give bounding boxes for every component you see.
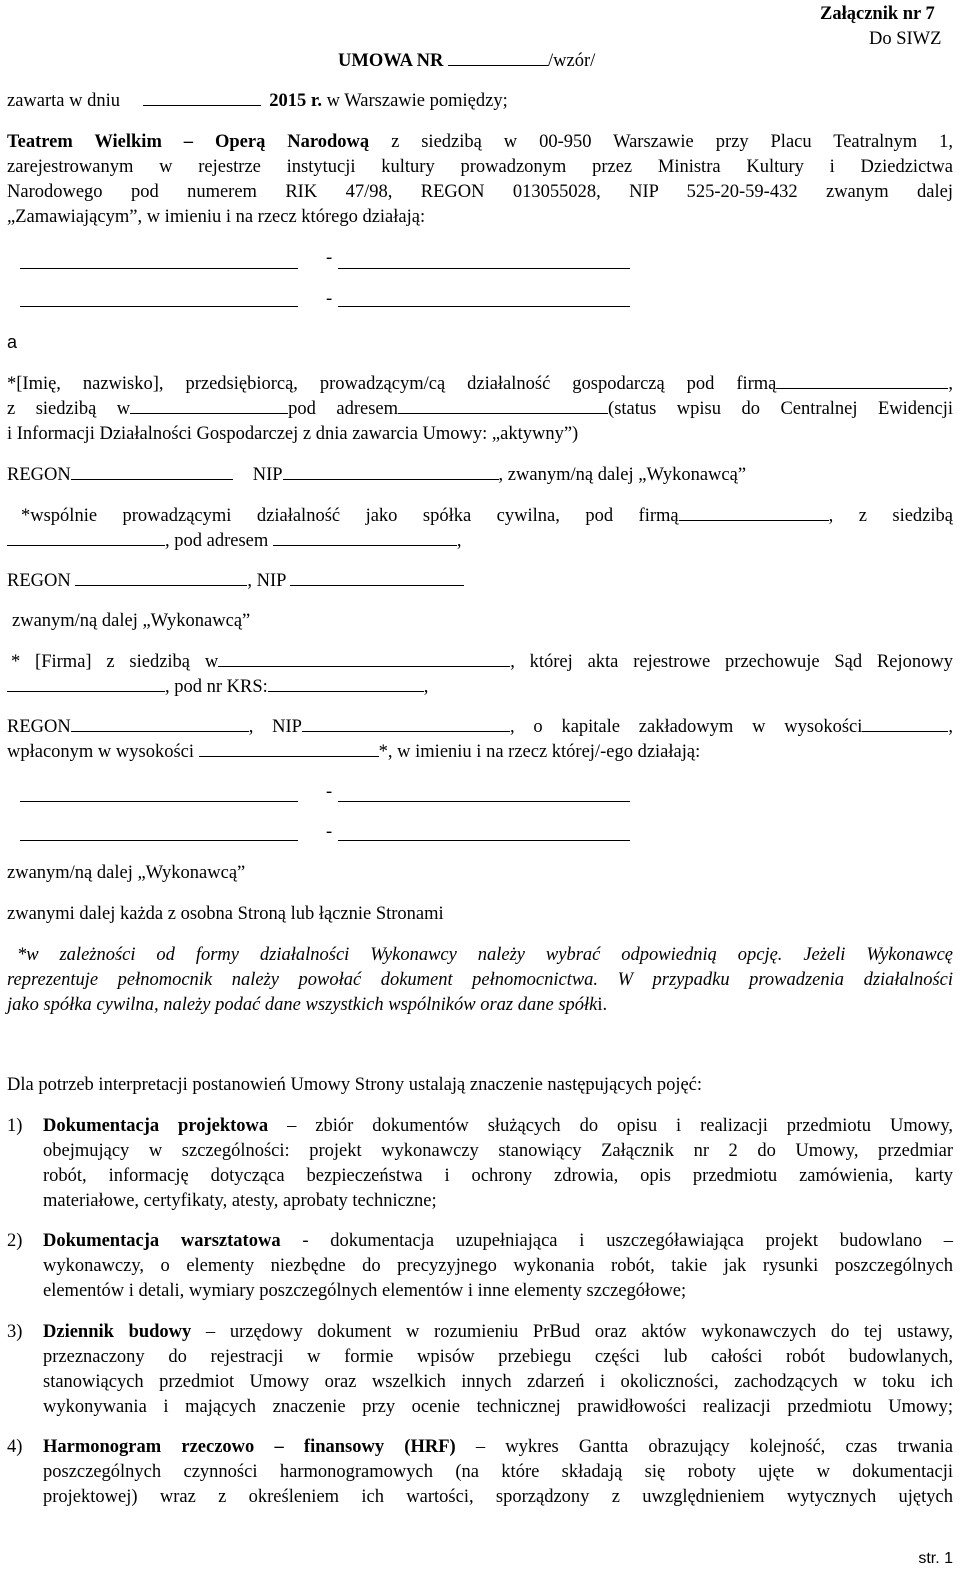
contractor-dash-2: - [326,822,333,842]
nip-label: NIP [252,465,283,485]
signatory-name-line-2[interactable] [20,306,298,307]
contract-title-prefix: UMOWA NR [338,51,444,71]
definition-item-1 [7,1114,953,1214]
option-1-line-1 [7,372,953,397]
option-3-comma: , [423,677,429,697]
intro-line-1 [7,130,953,155]
court-blank[interactable] [7,675,165,692]
krs-blank[interactable] [268,675,424,692]
date-blank[interactable] [143,89,261,106]
definition-line: projektowej) wraz z określeniem ich wartości, sporządzony z uwzględnieniem wytycznych ujętych [43,1487,953,1507]
option-3 [7,650,953,675]
definition-item-4 [7,1435,953,1510]
definition-item-2 [7,1229,953,1304]
definition-text: – urzędowy dokument w rozumieniu PrBud oraz aktów wykonawczych do tej ustawy, [191,1322,953,1342]
capital-blank-group [862,717,953,737]
sc-regon-blank[interactable] [75,569,247,586]
contractor-role-line-1[interactable] [338,801,630,802]
sc-firm-blank[interactable] [679,504,829,521]
option-2-line-2 [7,529,462,554]
company-regon-label: REGON [7,717,71,737]
capital-label: , o kapitale zakładowym w wysokości [509,717,863,737]
option-2 [7,504,953,529]
parties-line: zwanymi dalej każda z osobna Stroną lub łącznie Stronami [7,904,444,924]
option-1-status-text: (status wpisu do Centralnej Ewidencji [608,399,954,419]
definition-number: 2) [7,1231,23,1251]
option-1-address-group [398,399,953,419]
definition-text: – zbiór dokumentów służących do opisu i realizacji przedmiotu Umowy, [268,1116,953,1136]
note-line-2: reprezentuje pełnomocnik należy powołać dokument pełnomocnictwa. W przypadku prowadzenia działalności [7,970,953,990]
definition-line [43,1435,953,1460]
note-line-3-italic: jako spółka cywilna, należy podać dane wszystkich wspólników oraz dane spółk [7,995,598,1015]
attachment-subtitle: Do SIWZ [869,29,942,49]
sc-seat-blank[interactable] [7,529,165,546]
definition-term: Harmonogram rzeczowo – finansowy (HRF) [43,1437,456,1457]
regon-blank[interactable] [71,463,233,480]
option-2-line-3 [7,569,464,594]
option-3-text: * [Firma] z siedzibą w [11,652,219,672]
option-2-line-1 [7,504,953,529]
definition-line: elementów i detali, wymiary poszczególnych elementów i inne elementy szczegółowe; [43,1281,687,1301]
definition-text: – wykres Gantta obrazujący kolejność, czas trwania [455,1437,953,1457]
option-1-address-label: pod adresem [288,399,399,419]
regon-label: REGON [7,465,71,485]
company-nip-label: , NIP [248,717,302,737]
intro-paragraph [7,130,953,230]
sc-regon-label: REGON [7,571,71,591]
contract-title-suffix: /wzór/ [547,51,596,71]
definition-number: 4) [7,1437,23,1457]
capital-comma: , [948,717,953,737]
definition-line: materiałowe, certyfikaty, atesty, aprobaty techniczne; [43,1191,437,1211]
option-2-text: *wspólnie prowadzącymi działalność jako spółka cywilna, pod firmą [21,506,679,526]
selection-note [7,943,953,1018]
concluded-text: zawarta w dniu [7,91,121,111]
attachment-title: Załącznik nr 7 [820,4,935,24]
concluded-city: w Warszawie pomiędzy; [326,91,508,111]
definition-line [43,1114,953,1139]
option-3-court-text: , której akta rejestrowe przechowuje Sąd Rejonowy [510,652,953,672]
firm-blank[interactable] [776,372,948,389]
definition-line: wykonawczy, o elementy niezbędne do precyzyjnego wykonania robót, takie jak rysunki poszczególnych [43,1256,953,1276]
intro-line-4: „Zamawiającym”, w imieniu i na rzecz którego działają: [7,207,426,227]
paid-label: wpłaconym w wysokości [7,742,195,762]
company-nip-blank[interactable] [302,715,510,732]
company-capital-group [302,717,862,737]
definition-line [43,1320,953,1345]
contractor-label: , zwanym/ną dalej „Wykonawcą” [498,465,747,485]
definition-line: obejmujący w szczególności: projekt wykonawczy stanowiący Załącznik nr 2 do Umowy, przedmiar [43,1141,953,1161]
option-1-seat-label: z siedzibą w [7,399,131,419]
definition-term: Dziennik budowy [43,1322,192,1342]
sc-nip-blank[interactable] [290,569,464,586]
definition-body [43,1114,953,1214]
definition-body [43,1229,953,1304]
option-2-seat-label: , z siedzibą [828,506,953,526]
definition-body [43,1320,953,1420]
option-3-capital [7,715,953,765]
option-3-line-5: zwanym/ną dalej „Wykonawcą” [7,863,246,883]
address-blank[interactable] [398,397,608,414]
option-2-address-label: , pod adresem [165,531,269,551]
company-regon-group [7,717,302,737]
option-2-line-4: zwanym/ną dalej „Wykonawcą” [12,611,251,631]
option-2-firm-group [679,506,953,526]
krs-label: , pod nr KRS: [165,677,268,697]
org-name: Teatrem Wielkim – Operą Narodową [7,132,370,152]
option-1-text-b: , [948,374,953,394]
definition-line: przeznaczony do rejestracji w formie wpisów przebiegu części lub całości robót budowlanych, [43,1347,953,1367]
seat-blank[interactable] [130,397,288,414]
option-1 [7,372,953,447]
signatory-dash-2: - [326,289,333,309]
option-3-seat-group [218,652,953,672]
definition-line: wykonywania i mających znaczenie przy ocenie technicznej prawidłowości realizacji przedmiotu Umowy; [43,1397,953,1417]
contract-title [338,49,595,74]
option-1-line-3: i Informacji Działalności Gospodarczej z dnia zawarcia Umowy: „aktywny”) [7,424,579,444]
intro-line-2: zarejestrowanym w rejestrze instytucji kultury prowadzonym przez Ministra Kultury i Dziedzictwa [7,157,953,177]
paid-blank[interactable] [199,740,379,757]
intro-line-3: Narodowego pod numerem RIK 47/98, REGON 013055028, NIP 525-20-59-432 zwanym dalej [7,182,953,202]
sc-nip-label: , NIP [247,571,286,591]
note-line-3 [7,993,953,1018]
concluded-year: 2015 r. [269,91,323,111]
option-3-line-3 [7,715,953,740]
definition-number: 1) [7,1116,23,1136]
definition-body [43,1435,953,1510]
represent-label: *, w imieniu i na rzecz której/-ego działają: [378,742,701,762]
intro-line-1-text: z siedzibą w 00-950 Warszawie przy Placu Teatralnym 1, [369,132,953,152]
contract-number-blank[interactable] [448,49,548,66]
signatory-dash-1: - [326,248,333,268]
option-1-line-2 [7,397,953,422]
definition-term: Dokumentacja warsztatowa [43,1231,281,1251]
definition-item-3 [7,1320,953,1420]
definition-text: - dokumentacja uzupełniająca i uszczegóławiająca projekt budowlano – [280,1231,954,1251]
option-3-line-2 [7,675,428,700]
company-regon-blank[interactable] [71,715,249,732]
option-1-line-4 [7,463,746,488]
note-line-1: *w zależności od formy działalności Wykonawcy należy wybrać odpowiednią opcję. Jeżeli Wykonawcę [17,945,953,965]
signatory-role-line-1[interactable] [338,268,630,269]
option-3-line-4 [7,740,953,765]
definition-line: stanowiących przedmiot Umowy oraz wszelkich innych zdarzeń i okoliczności, zachodzących w toku ich [43,1372,953,1392]
definition-line [43,1229,953,1254]
contractor-role-line-2[interactable] [338,840,630,841]
definition-number: 3) [7,1322,23,1342]
definition-line: poszczególnych czynności harmonogramowych (na które składają się roboty ujęte w dokumentacji [43,1462,953,1482]
definition-term: Dokumentacja projektowa [43,1116,269,1136]
company-seat-blank[interactable] [218,650,510,667]
sc-address-blank[interactable] [273,529,457,546]
option-1-firm-group [776,374,953,394]
contractor-signatory-line-2[interactable] [20,840,298,841]
contractor-signatory-line-1[interactable] [20,801,298,802]
option-3-line-1 [7,650,953,675]
definitions-intro: Dla potrzeb interpretacji postanowień Umowy Strony ustalają znaczenie następujących pojęć: [7,1075,703,1095]
nip-blank[interactable] [283,463,499,480]
concluded-line [7,89,508,114]
note-line-3-end: i. [597,995,608,1015]
option-2-comma: , [456,531,462,551]
signatory-role-line-2[interactable] [338,306,630,307]
page-number: str. 1 [918,1550,953,1567]
contractor-dash-1: - [326,782,333,802]
conjunction-a: a [7,332,18,352]
definition-line: robót, informację dotycząca bezpieczeństwa i ochrony zdrowia, opis przedmiotu zamówienia, karty [43,1166,953,1186]
capital-blank[interactable] [862,715,948,732]
option-1-text-a: *[Imię, nazwisko], przedsiębiorcą, prowadzącym/cą działalność gospodarczą pod firmą [7,374,777,394]
signatory-name-line-1[interactable] [20,268,298,269]
